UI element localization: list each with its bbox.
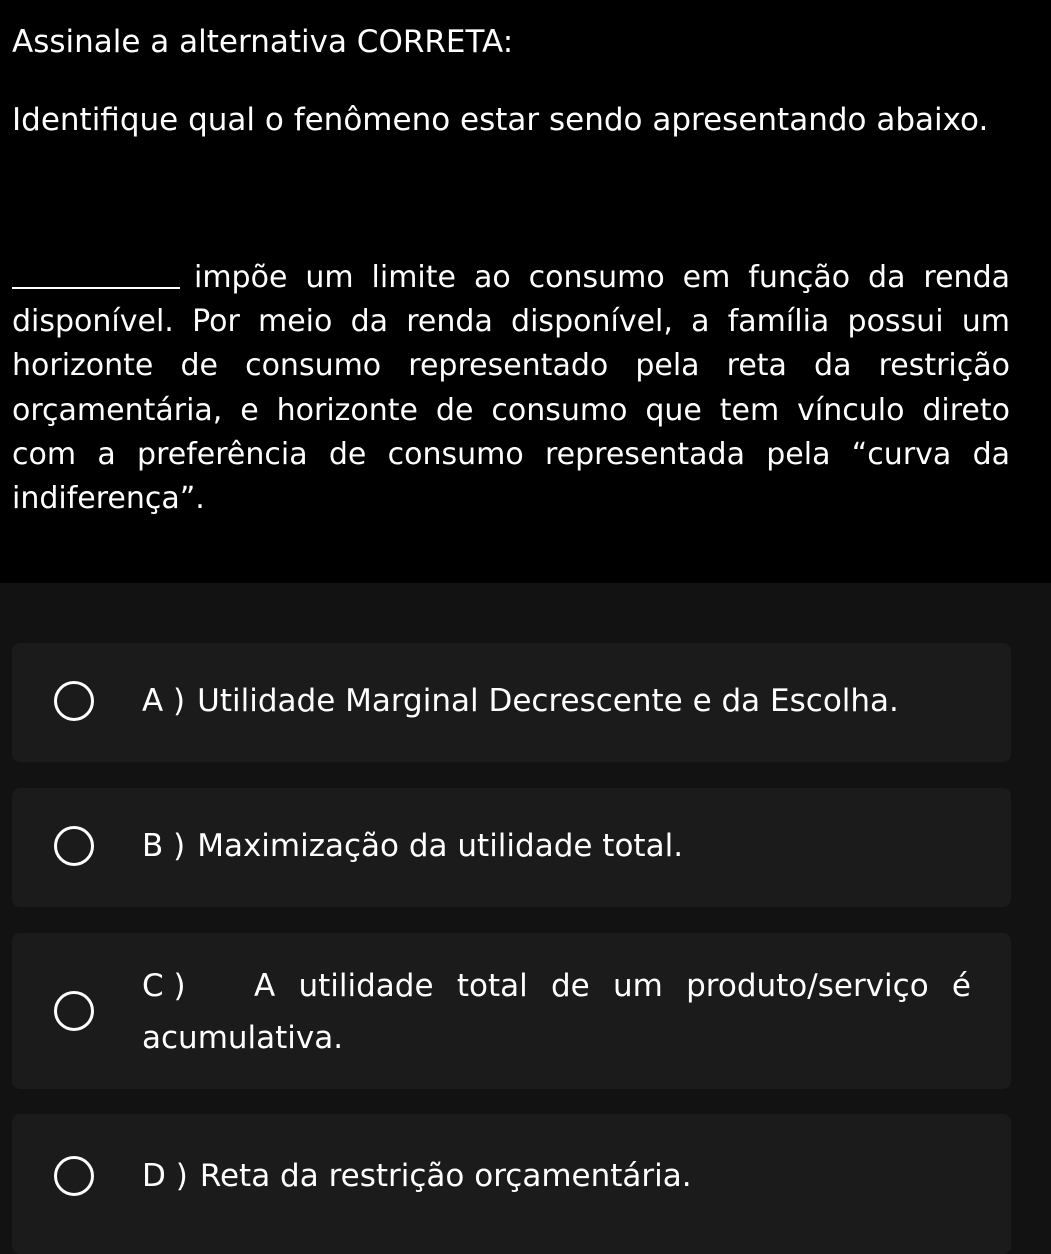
option-c-label: A utilidade total de um produto/serviço é acumulativa. — [142, 968, 971, 1056]
option-d-text — [142, 1150, 971, 1202]
option-c[interactable] — [12, 933, 1011, 1089]
option-b-letter: B ) — [142, 828, 186, 864]
question-subtitle: Identifique qual o fenômeno estar sendo apresentando abaixo. — [12, 102, 989, 138]
option-a-text — [142, 675, 971, 727]
fill-in-blank — [12, 255, 180, 289]
radio-icon[interactable] — [54, 1156, 94, 1196]
option-d[interactable] — [12, 1114, 1011, 1254]
question-title: Assinale a alternativa CORRETA: — [12, 24, 514, 60]
option-a-label: Utilidade Marginal Decrescente e da Escolha. — [197, 683, 899, 719]
option-b-label: Maximização da utilidade total. — [197, 828, 684, 864]
radio-icon[interactable] — [54, 991, 94, 1031]
option-c-letter: C ) — [142, 968, 186, 1004]
question-body — [12, 255, 1010, 521]
option-b-text — [142, 820, 971, 872]
question-body-text: impõe um limite ao consumo em função da renda disponível. Por meio da renda disponível, a família possui um horizonte de consumo representado pela reta da restrição orçamentária, e horizonte de consumo que tem vínculo direto com a preferência de consumo representada pela “curva da indiferença”. — [12, 260, 1010, 517]
radio-icon[interactable] — [54, 826, 94, 866]
option-d-label: Reta da restrição orçamentária. — [199, 1158, 692, 1194]
option-c-text — [142, 960, 971, 1064]
option-a[interactable] — [12, 643, 1011, 762]
question-panel — [0, 0, 1051, 583]
option-a-letter: A ) — [142, 683, 186, 719]
radio-icon[interactable] — [54, 681, 94, 721]
option-d-letter: D ) — [142, 1158, 188, 1194]
option-b[interactable] — [12, 788, 1011, 907]
